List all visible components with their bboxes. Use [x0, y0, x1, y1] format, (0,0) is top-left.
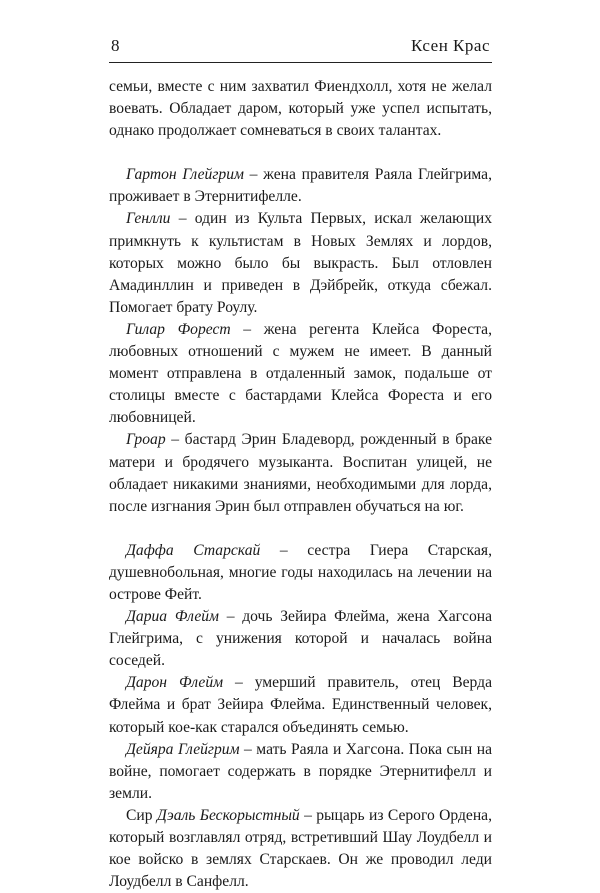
entry-name: Даффа Старскай — [126, 541, 261, 559]
glossary-entry — [109, 429, 492, 517]
entry-name: Гартон Глейгрим — [126, 166, 244, 184]
page-number: 8 — [111, 36, 120, 55]
running-head-author: Ксен Крас — [411, 36, 490, 55]
entry-name: Дейяра Глейгрим — [126, 740, 240, 758]
entry-text: – жена правителя Раяла Глейгрима, проживает в Этернитифелле. — [109, 166, 492, 206]
entry-text: семьи, вместе с ним захватил Фиендхолл, хотя не желал воевать. Обладает даром, который уже успел испытать, однако продолжает сомневаться в своих талантах. — [109, 78, 492, 140]
page-header — [109, 36, 492, 63]
entry-text: – умерший правитель, отец Верда Флейма и брат Зейира Флейма. Единственный человек, который кое-как старался объединять семью. — [109, 674, 492, 736]
glossary-entry — [109, 805, 492, 893]
entry-text: – рыцарь из Серого Ордена, который возглавлял отряд, встретивший Шау Лоудбелл и кое войско в землях Старскаев. Он же проводил леди Лоудбелл в Санфелл. — [109, 806, 492, 891]
glossary-entry — [109, 672, 492, 738]
entry-name: Дэаль Бескорыстный — [156, 806, 300, 824]
entry-text: – дочь Зейира Флейма, жена Хагсона Глейгрима, с унижения которой и началась война соседей. — [109, 608, 493, 670]
entry-text: – мать Раяла и Хагсона. Пока сын на войне, помогает содержать в порядке Этернитифелл и земли. — [109, 740, 492, 802]
glossary-body — [109, 76, 492, 893]
glossary-entry — [109, 319, 492, 429]
entry-text: – сестра Гиера Старская, душевнобольная, многие годы находилась на лечении на острове Фейт. — [109, 541, 492, 603]
glossary-entry — [109, 606, 492, 672]
glossary-entry — [109, 739, 492, 805]
glossary-entry — [109, 208, 492, 318]
entry-prefix: Сир — [126, 806, 157, 824]
entry-text: – бастард Эрин Бладеворд, рожденный в браке матери и бродячего музыканта. Воспитан улицей, не обладает никакими знаниями, необходимыми для лорда, после изгнания Эрин был отправлен обучаться на юг. — [109, 431, 492, 515]
entry-name: Гилар Форест — [126, 320, 231, 338]
glossary-entry — [109, 164, 492, 208]
entry-text: – жена регента Клейса Фореста, любовных отношений с мужем не имеет. В данный момент отправлена в отдаленный замок, подальше от столицы вместе с бастардами Клейса Фореста и его любовницей. — [109, 320, 492, 427]
entry-name: Гроар — [126, 431, 166, 449]
glossary-entry-continuation — [109, 76, 492, 142]
entry-text: – один из Культа Первых, искал желающих примкнуть к культистам в Новых Землях и лордов, которых можно было бы выкрасть. Был отловлен Амадинллин и приведен в Дэйбрейк, откуда сбежал. Помогает брату Роулу. — [109, 210, 492, 316]
entry-name: Генлли — [126, 210, 171, 228]
entry-name: Дариа Флейм — [126, 608, 219, 626]
section-gap — [109, 518, 492, 540]
glossary-entry — [109, 540, 492, 606]
section-gap — [109, 142, 492, 164]
entry-name: Дарон Флейм — [126, 674, 224, 692]
